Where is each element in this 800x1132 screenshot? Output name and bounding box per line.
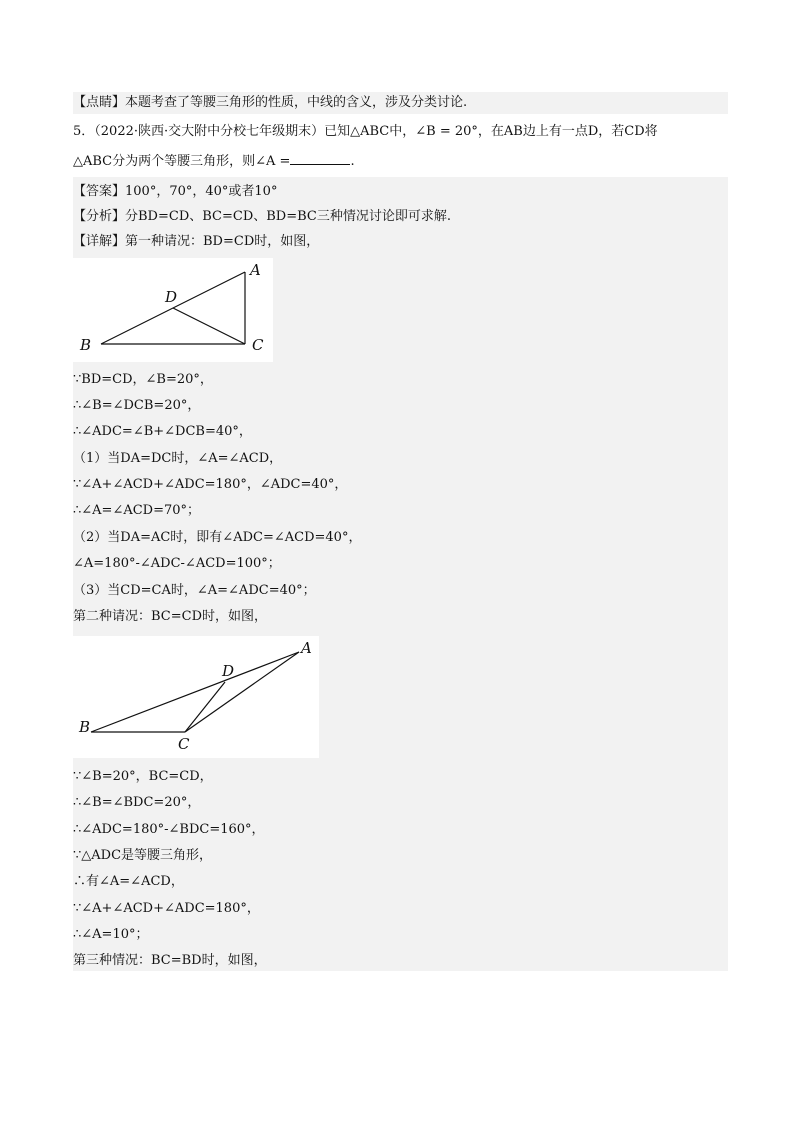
step1-9: 第二种请况：BC=CD时，如图， [73,609,268,624]
answer-blank [290,150,350,165]
step2-5: ∵∠A+∠ACD+∠ADC=180°， [73,901,260,916]
note-line: 【点睛】本题考查了等腰三角形的性质，中线的含义，涉及分类讨论. [73,92,728,114]
fig1-label-d: D [165,288,178,306]
figure-2 [73,636,319,758]
fig2-label-a: A [301,639,312,657]
figure-1 [73,258,273,362]
fig1-label-b: B [80,336,92,354]
problem-line-2 [73,150,728,172]
fig2-label-b: B [79,718,91,736]
fig1-edge-dc [173,308,245,344]
problem-line-1: 5．（2022·陕西·交大附中分校七年级期末）已知△ABC中，∠B = 20°，在AB边上有一点D，若CD将 [73,124,658,139]
step1-1: ∴∠B=∠DCB=20°， [73,398,201,413]
step1-0: ∵BD=CD，∠B=20°， [73,372,213,387]
step1-7: ∠A=180°-∠ADC-∠ACD=100°； [73,556,281,571]
fig1-label-c: C [252,336,264,354]
step2-7: 第三种情况：BC=BD时，如图， [73,953,267,968]
step1-4: ∵∠A+∠ACD+∠ADC=180°，∠ADC=40°， [73,477,348,492]
step1-5: ∴∠A=∠ACD=70°； [73,503,201,518]
fig2-edge-ca [185,652,299,732]
analysis-line: 【分析】分BD=CD、BC=CD、BD=BC三种情况讨论即可求解. [73,209,451,224]
step2-0: ∵∠B=20°，BC=CD， [73,769,213,784]
step2-1: ∴∠B=∠BDC=20°， [73,795,201,810]
detail-line: 【详解】第一种请况：BD=CD时，如图， [73,234,320,249]
problem-line-2-end: . [350,154,355,169]
fig2-label-c: C [178,735,190,753]
step2-2: ∴∠ADC=180°-∠BDC=160°， [73,822,265,837]
step1-3: （1）当DA=DC时，∠A=∠ACD， [73,451,283,466]
fig2-edge-cd [185,682,225,732]
step1-2: ∴∠ADC=∠B+∠DCB=40°， [73,424,252,439]
step2-4: ∴有∠A=∠ACD， [73,874,184,889]
step2-3: ∵△ADC是等腰三角形， [73,848,213,863]
step2-6: ∴∠A=10°； [73,927,149,942]
step1-6: （2）当DA=AC时，即有∠ADC=∠ACD=40°， [73,530,362,545]
problem-line-2-text: △ABC分为两个等腰三角形，则∠A = [73,154,291,169]
fig1-label-a: A [250,261,261,279]
answer-line: 【答案】100°，70°，40°或者10° [73,184,278,199]
fig2-label-d: D [222,662,235,680]
step1-8: （3）当CD=CA时，∠A=∠ADC=40°； [73,583,316,598]
